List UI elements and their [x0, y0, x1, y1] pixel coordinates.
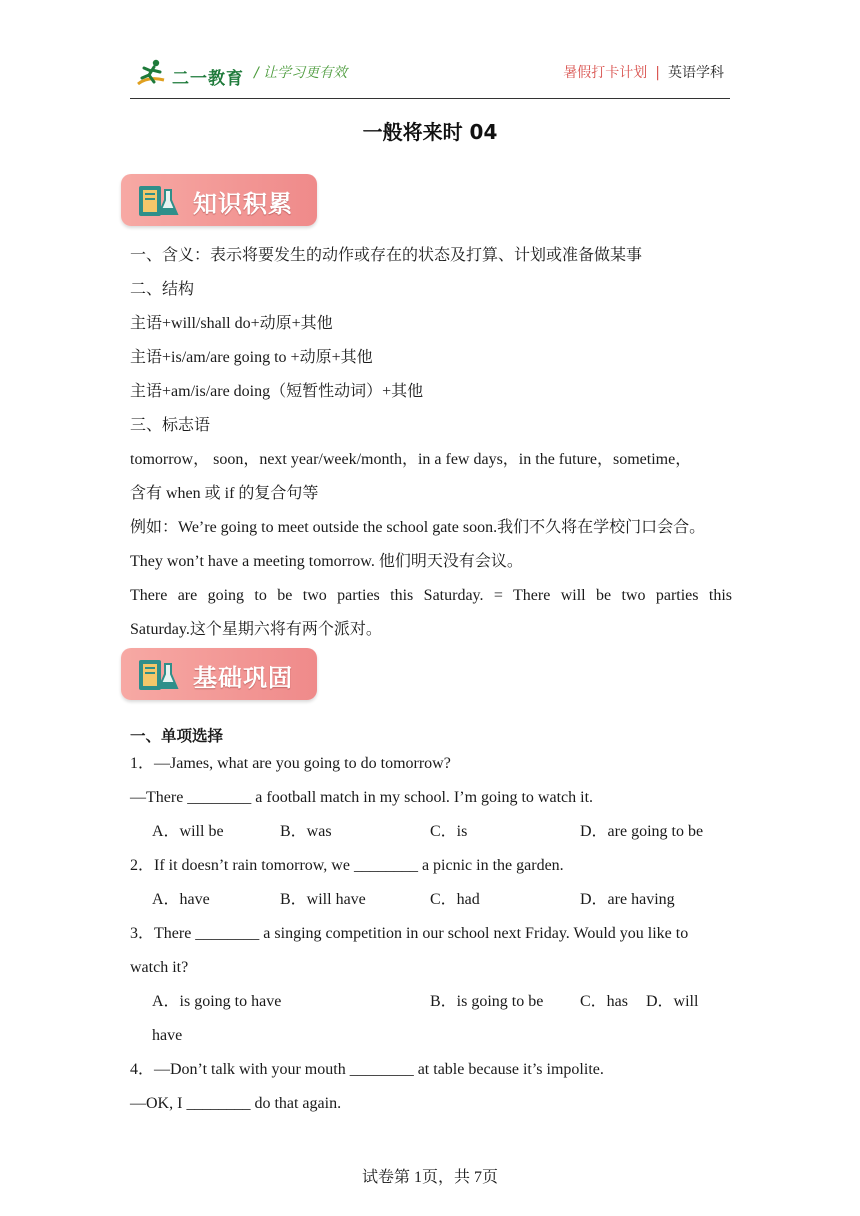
brand-name: 二一教育	[172, 69, 244, 89]
option-a: A．will be	[152, 823, 224, 840]
section-banner-basics	[121, 648, 317, 700]
header-right	[563, 62, 724, 82]
page-header	[130, 58, 730, 99]
question-line: —OK, I ________ do that again.	[130, 1095, 342, 1112]
knowledge-line: tomorrow， soon，next year/week/month，in a few days，in the future，sometime，	[130, 451, 692, 468]
page-title: 一般将来时 04	[362, 120, 498, 144]
option-d: D．are going to be	[580, 823, 704, 840]
example-line: There are going to be two parties this Saturday. = There will be two parties this	[130, 587, 732, 604]
question-line: —There ________ a football match in my school. I’m going to watch it.	[130, 789, 594, 806]
example-line: Saturday.这个星期六将有两个派对。	[130, 621, 382, 638]
example-line: They won’t have a meeting tomorrow. 他们明天没有会议。	[130, 553, 523, 570]
example-line: 例如：We’re going to meet outside the school gate soon.我们不久将在学校门口会合。	[130, 519, 706, 536]
exercise-heading: 一、单项选择	[130, 727, 224, 745]
banner-title: 基础巩固	[193, 664, 293, 692]
option-d: D．are having	[580, 891, 675, 908]
knowledge-line: 二、结构	[130, 281, 195, 298]
slogan: / 让学习更有效	[254, 65, 348, 81]
question-stem: 1．—James, what are you going to do tomorrow?	[130, 755, 451, 772]
knowledge-line: 主语+is/am/are going to +动原+其他	[130, 349, 373, 366]
option-a: A．have	[152, 891, 210, 908]
subject-label: 英语学科	[668, 65, 724, 81]
option-d: D．will	[646, 993, 699, 1010]
question-stem: 2．If it doesn’t rain tomorrow, we ________ a picnic in the garden.	[130, 857, 564, 874]
option-b: B．will have	[280, 891, 366, 908]
plan-label: 暑假打卡计划	[563, 65, 648, 81]
option-a: A．is going to have	[152, 993, 282, 1010]
option-c: C．is	[430, 823, 468, 840]
question-stem: 4．—Don’t talk with your mouth ________ at table because it’s impolite.	[130, 1061, 604, 1078]
section-banner-knowledge	[121, 174, 317, 226]
book-flask-icon	[137, 656, 179, 694]
knowledge-line: 主语+am/is/are doing（短暂性动词）+其他	[130, 383, 424, 400]
knowledge-line: 一、含义：表示将要发生的动作或存在的状态及打算、计划或准备做某事	[130, 247, 643, 264]
book-flask-icon	[137, 182, 179, 220]
knowledge-line: 主语+will/shall do+动原+其他	[130, 315, 333, 332]
question-stem: 3．There ________ a singing competition in our school next Friday. Would you like to	[130, 925, 689, 942]
option-d-wrap: have	[152, 1027, 183, 1044]
knowledge-line: 含有 when 或 if 的复合句等	[130, 485, 319, 502]
banner-title: 知识积累	[193, 190, 293, 218]
option-b: B．was	[280, 823, 332, 840]
option-c: C．has	[580, 993, 629, 1010]
header-separator: |	[655, 65, 660, 81]
knowledge-line: 三、标志语	[130, 417, 211, 434]
page-footer: 试卷第 1页，共 7页	[361, 1169, 498, 1186]
logo	[134, 58, 244, 90]
question-line: watch it?	[130, 959, 189, 976]
option-b: B．is going to be	[430, 993, 544, 1010]
option-c: C．had	[430, 891, 480, 908]
runner-logo-icon	[134, 58, 170, 90]
